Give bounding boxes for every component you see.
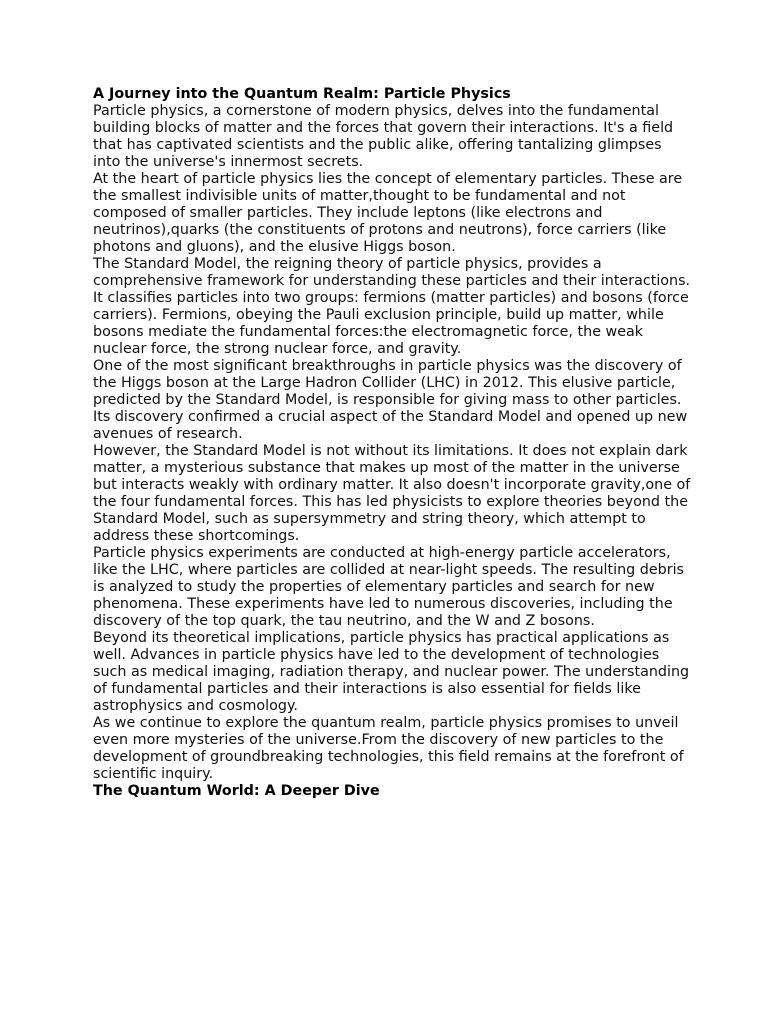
paragraph-intro: Particle physics, a cornerstone of modern physics, delves into the fundamental building blocks of matter and the forces that govern their interactions. It's a field that has captivated scientists and the public alike, offering tantalizing glimpses into the universe's innermost secrets.	[93, 103, 674, 170]
paragraph-elementary-particles: At the heart of particle physics lies the concept of elementary particles. These are the smallest indivisible units of matter,thought to be fundamental and not composed of smaller particles. They include leptons (like electrons and neutrinos),quarks (the constituents of protons and neutrons), force carriers (like photons and gluons), and the elusive Higgs boson.	[93, 171, 683, 255]
section-heading: The Quantum World: A Deeper Dive	[93, 783, 380, 799]
document-title: A Journey into the Quantum Realm: Particle Physics	[93, 86, 511, 102]
document-page	[93, 86, 693, 800]
paragraph-conclusion: As we continue to explore the quantum realm, particle physics promises to unveil even more mysteries of the universe.From the discovery of new particles to the development of groundbreaking technologies, this field remains at the forefront of scientific inquiry.	[93, 715, 684, 782]
paragraph-limitations: However, the Standard Model is not without its limitations. It does not explain dark matter, a mysterious substance that makes up most of the matter in the universe but interacts weakly with ordinary matter. It also doesn't incorporate gravity,one of the four fundamental forces. This has led physicists to explore theories beyond the Standard Model, such as supersymmetry and string theory, which attempt to address these shortcomings.	[93, 443, 691, 544]
paragraph-standard-model: The Standard Model, the reigning theory of particle physics, provides a comprehensive framework for understanding these particles and their interactions. It classifies particles into two groups: fermions (matter particles) and bosons (force carriers). Fermions, obeying the Pauli exclusion principle, build up matter, while bosons mediate the fundamental forces:the electromagnetic force, the weak nuclear force, the strong nuclear force, and gravity.	[93, 256, 691, 357]
paragraph-applications: Beyond its theoretical implications, particle physics has practical applications as well. Advances in particle physics have led to the development of technologies such as medical imaging, radiation therapy, and nuclear power. The understanding of fundamental particles and their interactions is also essential for fields like astrophysics and cosmology.	[93, 630, 690, 714]
paragraph-experiments: Particle physics experiments are conducted at high-energy particle accelerators, like the LHC, where particles are collided at near-light speeds. The resulting debris is analyzed to study the properties of elementary particles and search for new phenomena. These experiments have led to numerous discoveries, including the discovery of the top quark, the tau neutrino, and the W and Z bosons.	[93, 545, 684, 629]
paragraph-higgs-boson: One of the most significant breakthroughs in particle physics was the discovery of the Higgs boson at the Large Hadron Collider (LHC) in 2012. This elusive particle, predicted by the Standard Model, is responsible for giving mass to other particles. Its discovery confirmed a crucial aspect of the Standard Model and opened up new avenues of research.	[93, 358, 688, 442]
